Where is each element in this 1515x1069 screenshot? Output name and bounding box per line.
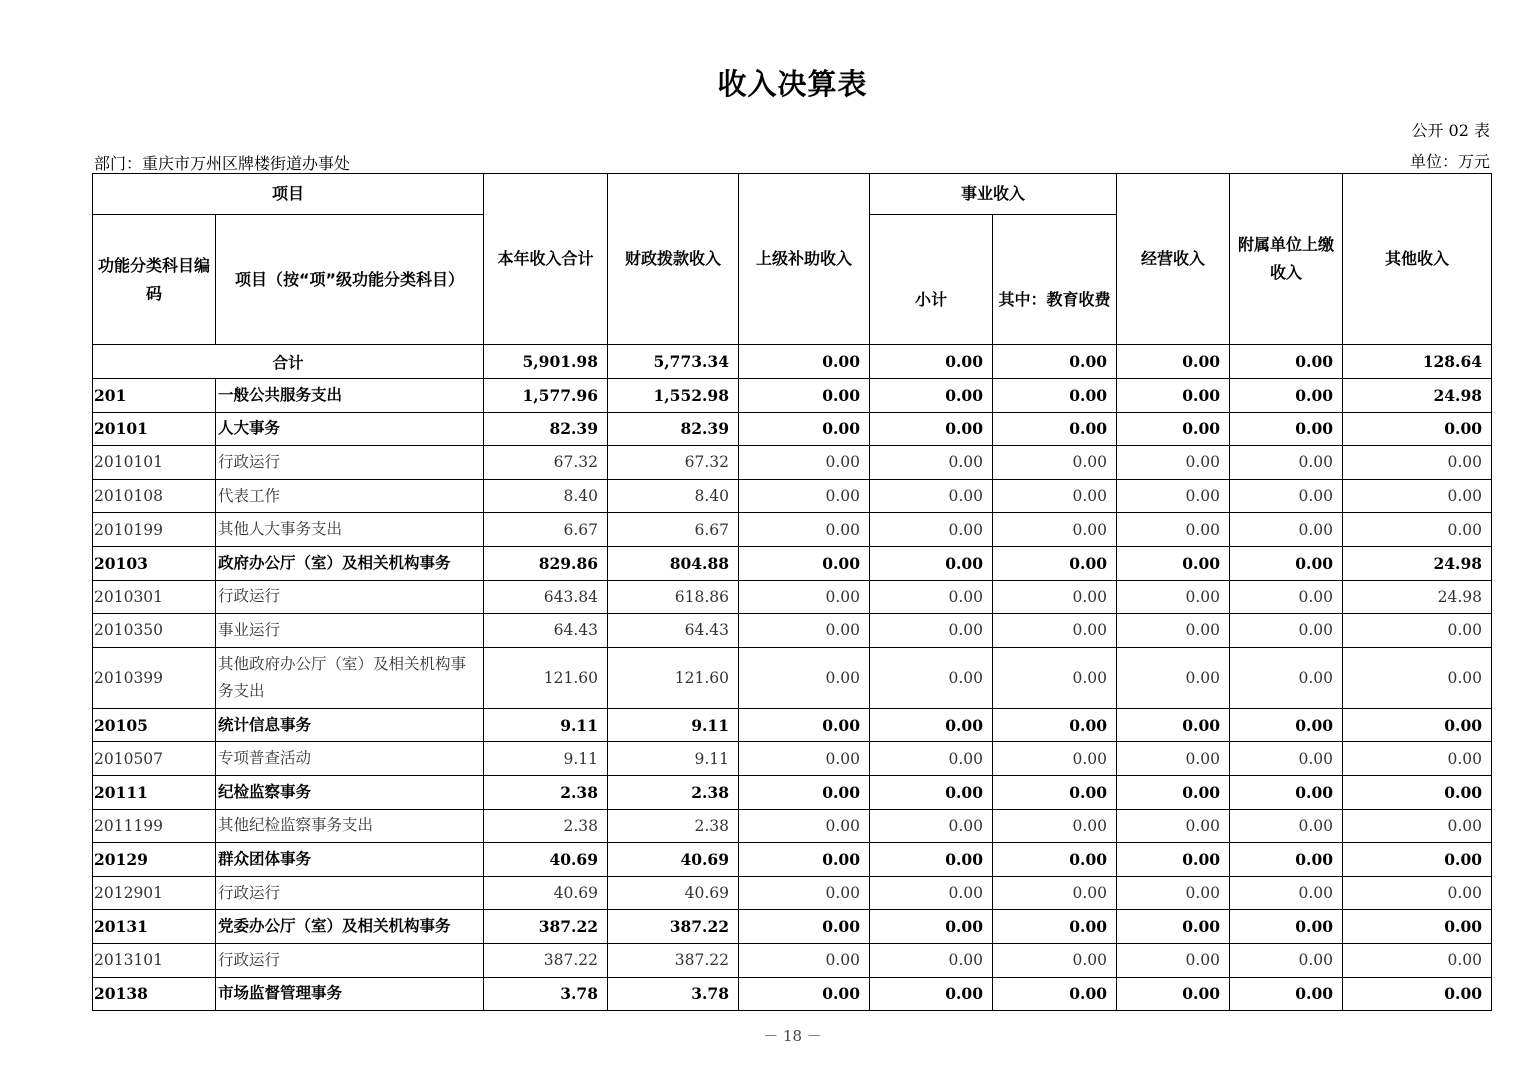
table-row xyxy=(93,876,1492,910)
row-value: 0.00 xyxy=(1230,809,1343,843)
row-value: 0.00 xyxy=(1230,412,1343,446)
row-value: 0.00 xyxy=(739,708,870,742)
row-value: 3.78 xyxy=(608,977,739,1011)
table-row xyxy=(93,379,1492,413)
row-code: 20105 xyxy=(93,708,216,742)
row-value: 0.00 xyxy=(1117,379,1230,413)
row-value: 0.00 xyxy=(739,379,870,413)
row-code: 2010108 xyxy=(93,479,216,513)
row-value: 0.00 xyxy=(739,546,870,580)
row-code: 2013101 xyxy=(93,943,216,977)
row-value: 0.00 xyxy=(870,809,993,843)
row-code: 20103 xyxy=(93,546,216,580)
row-value: 0.00 xyxy=(739,479,870,513)
row-value: 0.00 xyxy=(1230,446,1343,480)
row-value: 0.00 xyxy=(993,943,1117,977)
row-value: 0.00 xyxy=(1343,843,1492,877)
row-value: 0.00 xyxy=(1343,708,1492,742)
table-row xyxy=(93,580,1492,614)
row-value: 0.00 xyxy=(993,843,1117,877)
row-value: 0.00 xyxy=(1117,513,1230,547)
row-name: 行政运行 xyxy=(216,943,484,977)
row-value: 0.00 xyxy=(1230,513,1343,547)
row-value: 0.00 xyxy=(870,742,993,776)
row-value: 2.38 xyxy=(484,775,608,809)
row-value: 0.00 xyxy=(1117,479,1230,513)
row-value: 0.00 xyxy=(1117,943,1230,977)
table-row xyxy=(93,479,1492,513)
row-value: 0.00 xyxy=(1117,742,1230,776)
row-value: 387.22 xyxy=(484,910,608,944)
row-value: 0.00 xyxy=(870,943,993,977)
row-value: 0.00 xyxy=(1230,614,1343,648)
row-value: 40.69 xyxy=(608,876,739,910)
row-value: 0.00 xyxy=(1343,910,1492,944)
row-value: 0.00 xyxy=(1117,647,1230,708)
header-education: 其中：教育收费 xyxy=(993,215,1117,345)
row-value: 0.00 xyxy=(993,809,1117,843)
row-value: 0.00 xyxy=(1343,876,1492,910)
row-value: 0.00 xyxy=(870,479,993,513)
row-name: 统计信息事务 xyxy=(216,708,484,742)
table-body xyxy=(93,345,1492,1011)
row-value: 0.00 xyxy=(993,546,1117,580)
row-value: 0.00 xyxy=(1343,775,1492,809)
row-value: 0.00 xyxy=(1230,546,1343,580)
row-value: 0.00 xyxy=(739,513,870,547)
total-cell: 0.00 xyxy=(739,345,870,379)
row-value: 0.00 xyxy=(1230,876,1343,910)
row-name: 事业运行 xyxy=(216,614,484,648)
row-value: 9.11 xyxy=(608,742,739,776)
row-value: 0.00 xyxy=(993,775,1117,809)
row-name: 代表工作 xyxy=(216,479,484,513)
row-value: 0.00 xyxy=(1117,977,1230,1011)
row-value: 0.00 xyxy=(1117,876,1230,910)
row-value: 0.00 xyxy=(1230,580,1343,614)
row-value: 67.32 xyxy=(484,446,608,480)
table-row xyxy=(93,843,1492,877)
row-name: 党委办公厅（室）及相关机构事务 xyxy=(216,910,484,944)
form-number: 公开 02 表 xyxy=(1411,121,1490,140)
total-cell: 0.00 xyxy=(993,345,1117,379)
row-value: 0.00 xyxy=(870,412,993,446)
row-value: 0.00 xyxy=(1343,943,1492,977)
row-value: 0.00 xyxy=(1230,843,1343,877)
row-value: 0.00 xyxy=(1343,614,1492,648)
row-code: 2010199 xyxy=(93,513,216,547)
row-value: 0.00 xyxy=(1117,614,1230,648)
row-value: 0.00 xyxy=(1230,742,1343,776)
header-subtotal: 小计 xyxy=(870,215,993,345)
row-value: 0.00 xyxy=(739,412,870,446)
row-value: 0.00 xyxy=(1230,479,1343,513)
row-value: 0.00 xyxy=(1230,379,1343,413)
row-name: 专项普查活动 xyxy=(216,742,484,776)
row-value: 0.00 xyxy=(739,910,870,944)
row-value: 9.11 xyxy=(484,742,608,776)
row-value: 0.00 xyxy=(993,742,1117,776)
row-value: 9.11 xyxy=(608,708,739,742)
row-code: 20111 xyxy=(93,775,216,809)
row-value: 0.00 xyxy=(1230,708,1343,742)
row-value: 3.78 xyxy=(484,977,608,1011)
row-name: 一般公共服务支出 xyxy=(216,379,484,413)
header-name: 项目（按“项”级功能分类科目） xyxy=(216,215,484,345)
header-operating: 经营收入 xyxy=(1117,174,1230,345)
row-value: 0.00 xyxy=(870,843,993,877)
table-row xyxy=(93,412,1492,446)
row-value: 0.00 xyxy=(993,446,1117,480)
row-value: 0.00 xyxy=(993,479,1117,513)
row-value: 0.00 xyxy=(1343,809,1492,843)
row-value: 0.00 xyxy=(870,910,993,944)
row-value: 0.00 xyxy=(1230,943,1343,977)
row-code: 20101 xyxy=(93,412,216,446)
header-fiscal: 财政拨款收入 xyxy=(608,174,739,345)
row-value: 0.00 xyxy=(1343,742,1492,776)
row-value: 0.00 xyxy=(993,647,1117,708)
row-value: 0.00 xyxy=(993,614,1117,648)
row-code: 2012901 xyxy=(93,876,216,910)
table-row xyxy=(93,614,1492,648)
row-value: 0.00 xyxy=(870,708,993,742)
row-code: 2010507 xyxy=(93,742,216,776)
row-value: 0.00 xyxy=(1343,446,1492,480)
row-value: 82.39 xyxy=(608,412,739,446)
row-value: 0.00 xyxy=(1230,977,1343,1011)
row-value: 387.22 xyxy=(608,910,739,944)
row-value: 24.98 xyxy=(1343,379,1492,413)
row-value: 0.00 xyxy=(739,647,870,708)
row-name: 行政运行 xyxy=(216,580,484,614)
total-cell: 0.00 xyxy=(870,345,993,379)
row-value: 0.00 xyxy=(739,580,870,614)
row-value: 40.69 xyxy=(484,843,608,877)
row-name: 行政运行 xyxy=(216,446,484,480)
header-upper: 上级补助收入 xyxy=(739,174,870,345)
table-row xyxy=(93,977,1492,1011)
row-code: 2010399 xyxy=(93,647,216,708)
row-value: 121.60 xyxy=(608,647,739,708)
row-value: 643.84 xyxy=(484,580,608,614)
row-code: 20129 xyxy=(93,843,216,877)
row-value: 0.00 xyxy=(870,775,993,809)
row-code: 2010350 xyxy=(93,614,216,648)
row-name: 政府办公厅（室）及相关机构事务 xyxy=(216,546,484,580)
row-value: 387.22 xyxy=(484,943,608,977)
row-value: 64.43 xyxy=(484,614,608,648)
total-cell: 5,773.34 xyxy=(608,345,739,379)
table-row xyxy=(93,546,1492,580)
total-row xyxy=(93,345,1492,379)
row-value: 0.00 xyxy=(1117,546,1230,580)
row-value: 0.00 xyxy=(870,379,993,413)
row-value: 0.00 xyxy=(993,580,1117,614)
header-total: 本年收入合计 xyxy=(484,174,608,345)
row-value: 0.00 xyxy=(993,513,1117,547)
row-value: 8.40 xyxy=(484,479,608,513)
row-value: 82.39 xyxy=(484,412,608,446)
row-value: 0.00 xyxy=(870,614,993,648)
row-value: 0.00 xyxy=(1117,775,1230,809)
row-value: 0.00 xyxy=(1343,513,1492,547)
row-value: 0.00 xyxy=(1117,580,1230,614)
row-code: 2010101 xyxy=(93,446,216,480)
row-value: 0.00 xyxy=(1230,647,1343,708)
row-value: 40.69 xyxy=(484,876,608,910)
row-value: 2.38 xyxy=(608,775,739,809)
row-value: 0.00 xyxy=(1117,446,1230,480)
row-value: 0.00 xyxy=(739,843,870,877)
row-value: 0.00 xyxy=(993,708,1117,742)
page-title: 收入决算表 xyxy=(717,67,868,101)
table-row xyxy=(93,446,1492,480)
row-value: 0.00 xyxy=(993,876,1117,910)
row-value: 0.00 xyxy=(1343,479,1492,513)
row-value: 0.00 xyxy=(870,647,993,708)
total-cell: 0.00 xyxy=(1117,345,1230,379)
table-row xyxy=(93,708,1492,742)
row-value: 618.86 xyxy=(608,580,739,614)
row-value: 0.00 xyxy=(1117,843,1230,877)
header-code: 功能分类科目编码 xyxy=(93,215,216,345)
row-value: 0.00 xyxy=(1343,412,1492,446)
row-value: 804.88 xyxy=(608,546,739,580)
row-value: 0.00 xyxy=(1117,412,1230,446)
header-affiliated: 附属单位上缴收入 xyxy=(1230,174,1343,345)
unit-label: 单位：万元 xyxy=(1409,152,1490,171)
row-value: 0.00 xyxy=(739,943,870,977)
row-value: 0.00 xyxy=(739,446,870,480)
row-code: 2011199 xyxy=(93,809,216,843)
row-value: 0.00 xyxy=(870,546,993,580)
row-value: 1,577.96 xyxy=(484,379,608,413)
department-label: 部门：重庆市万州区牌楼街道办事处 xyxy=(94,154,351,173)
row-value: 0.00 xyxy=(993,412,1117,446)
table-row xyxy=(93,910,1492,944)
row-name: 人大事务 xyxy=(216,412,484,446)
row-value: 0.00 xyxy=(993,379,1117,413)
row-name: 群众团体事务 xyxy=(216,843,484,877)
row-code: 20138 xyxy=(93,977,216,1011)
row-name: 其他政府办公厅（室）及相关机构事务支出 xyxy=(216,647,484,708)
row-value: 2.38 xyxy=(484,809,608,843)
row-value: 0.00 xyxy=(870,977,993,1011)
row-name: 其他人大事务支出 xyxy=(216,513,484,547)
table-row xyxy=(93,513,1492,547)
row-value: 1,552.98 xyxy=(608,379,739,413)
row-value: 0.00 xyxy=(993,977,1117,1011)
row-name: 纪检监察事务 xyxy=(216,775,484,809)
row-value: 40.69 xyxy=(608,843,739,877)
total-label: 合计 xyxy=(93,345,484,379)
row-value: 64.43 xyxy=(608,614,739,648)
table-row xyxy=(93,809,1492,843)
table-row xyxy=(93,742,1492,776)
row-value: 0.00 xyxy=(1343,647,1492,708)
row-value: 0.00 xyxy=(993,910,1117,944)
row-value: 24.98 xyxy=(1343,580,1492,614)
row-value: 0.00 xyxy=(739,614,870,648)
row-value: 0.00 xyxy=(739,775,870,809)
row-code: 2010301 xyxy=(93,580,216,614)
row-value: 0.00 xyxy=(870,446,993,480)
row-value: 0.00 xyxy=(739,977,870,1011)
table-row xyxy=(93,943,1492,977)
row-value: 0.00 xyxy=(1230,775,1343,809)
row-value: 829.86 xyxy=(484,546,608,580)
row-name: 市场监督管理事务 xyxy=(216,977,484,1011)
row-code: 201 xyxy=(93,379,216,413)
row-value: 0.00 xyxy=(739,742,870,776)
row-value: 0.00 xyxy=(1117,809,1230,843)
row-value: 121.60 xyxy=(484,647,608,708)
row-value: 67.32 xyxy=(608,446,739,480)
row-value: 0.00 xyxy=(870,876,993,910)
row-value: 6.67 xyxy=(608,513,739,547)
row-value: 9.11 xyxy=(484,708,608,742)
income-table xyxy=(92,173,1492,1011)
total-cell: 0.00 xyxy=(1230,345,1343,379)
total-cell: 5,901.98 xyxy=(484,345,608,379)
table-row xyxy=(93,647,1492,708)
row-value: 0.00 xyxy=(1117,708,1230,742)
row-value: 6.67 xyxy=(484,513,608,547)
row-value: 8.40 xyxy=(608,479,739,513)
row-value: 0.00 xyxy=(1117,910,1230,944)
row-value: 0.00 xyxy=(870,580,993,614)
header-other: 其他收入 xyxy=(1343,174,1492,345)
row-value: 2.38 xyxy=(608,809,739,843)
row-value: 0.00 xyxy=(739,809,870,843)
header-business-group: 事业收入 xyxy=(870,174,1117,215)
header-item: 项目 xyxy=(93,174,484,215)
row-value: 0.00 xyxy=(1343,977,1492,1011)
row-value: 0.00 xyxy=(1230,910,1343,944)
row-code: 20131 xyxy=(93,910,216,944)
row-value: 0.00 xyxy=(739,876,870,910)
table-row xyxy=(93,775,1492,809)
total-cell: 128.64 xyxy=(1343,345,1492,379)
row-name: 其他纪检监察事务支出 xyxy=(216,809,484,843)
row-value: 0.00 xyxy=(870,513,993,547)
row-value: 387.22 xyxy=(608,943,739,977)
row-value: 24.98 xyxy=(1343,546,1492,580)
row-name: 行政运行 xyxy=(216,876,484,910)
page-number: － 18 － xyxy=(763,1027,822,1045)
